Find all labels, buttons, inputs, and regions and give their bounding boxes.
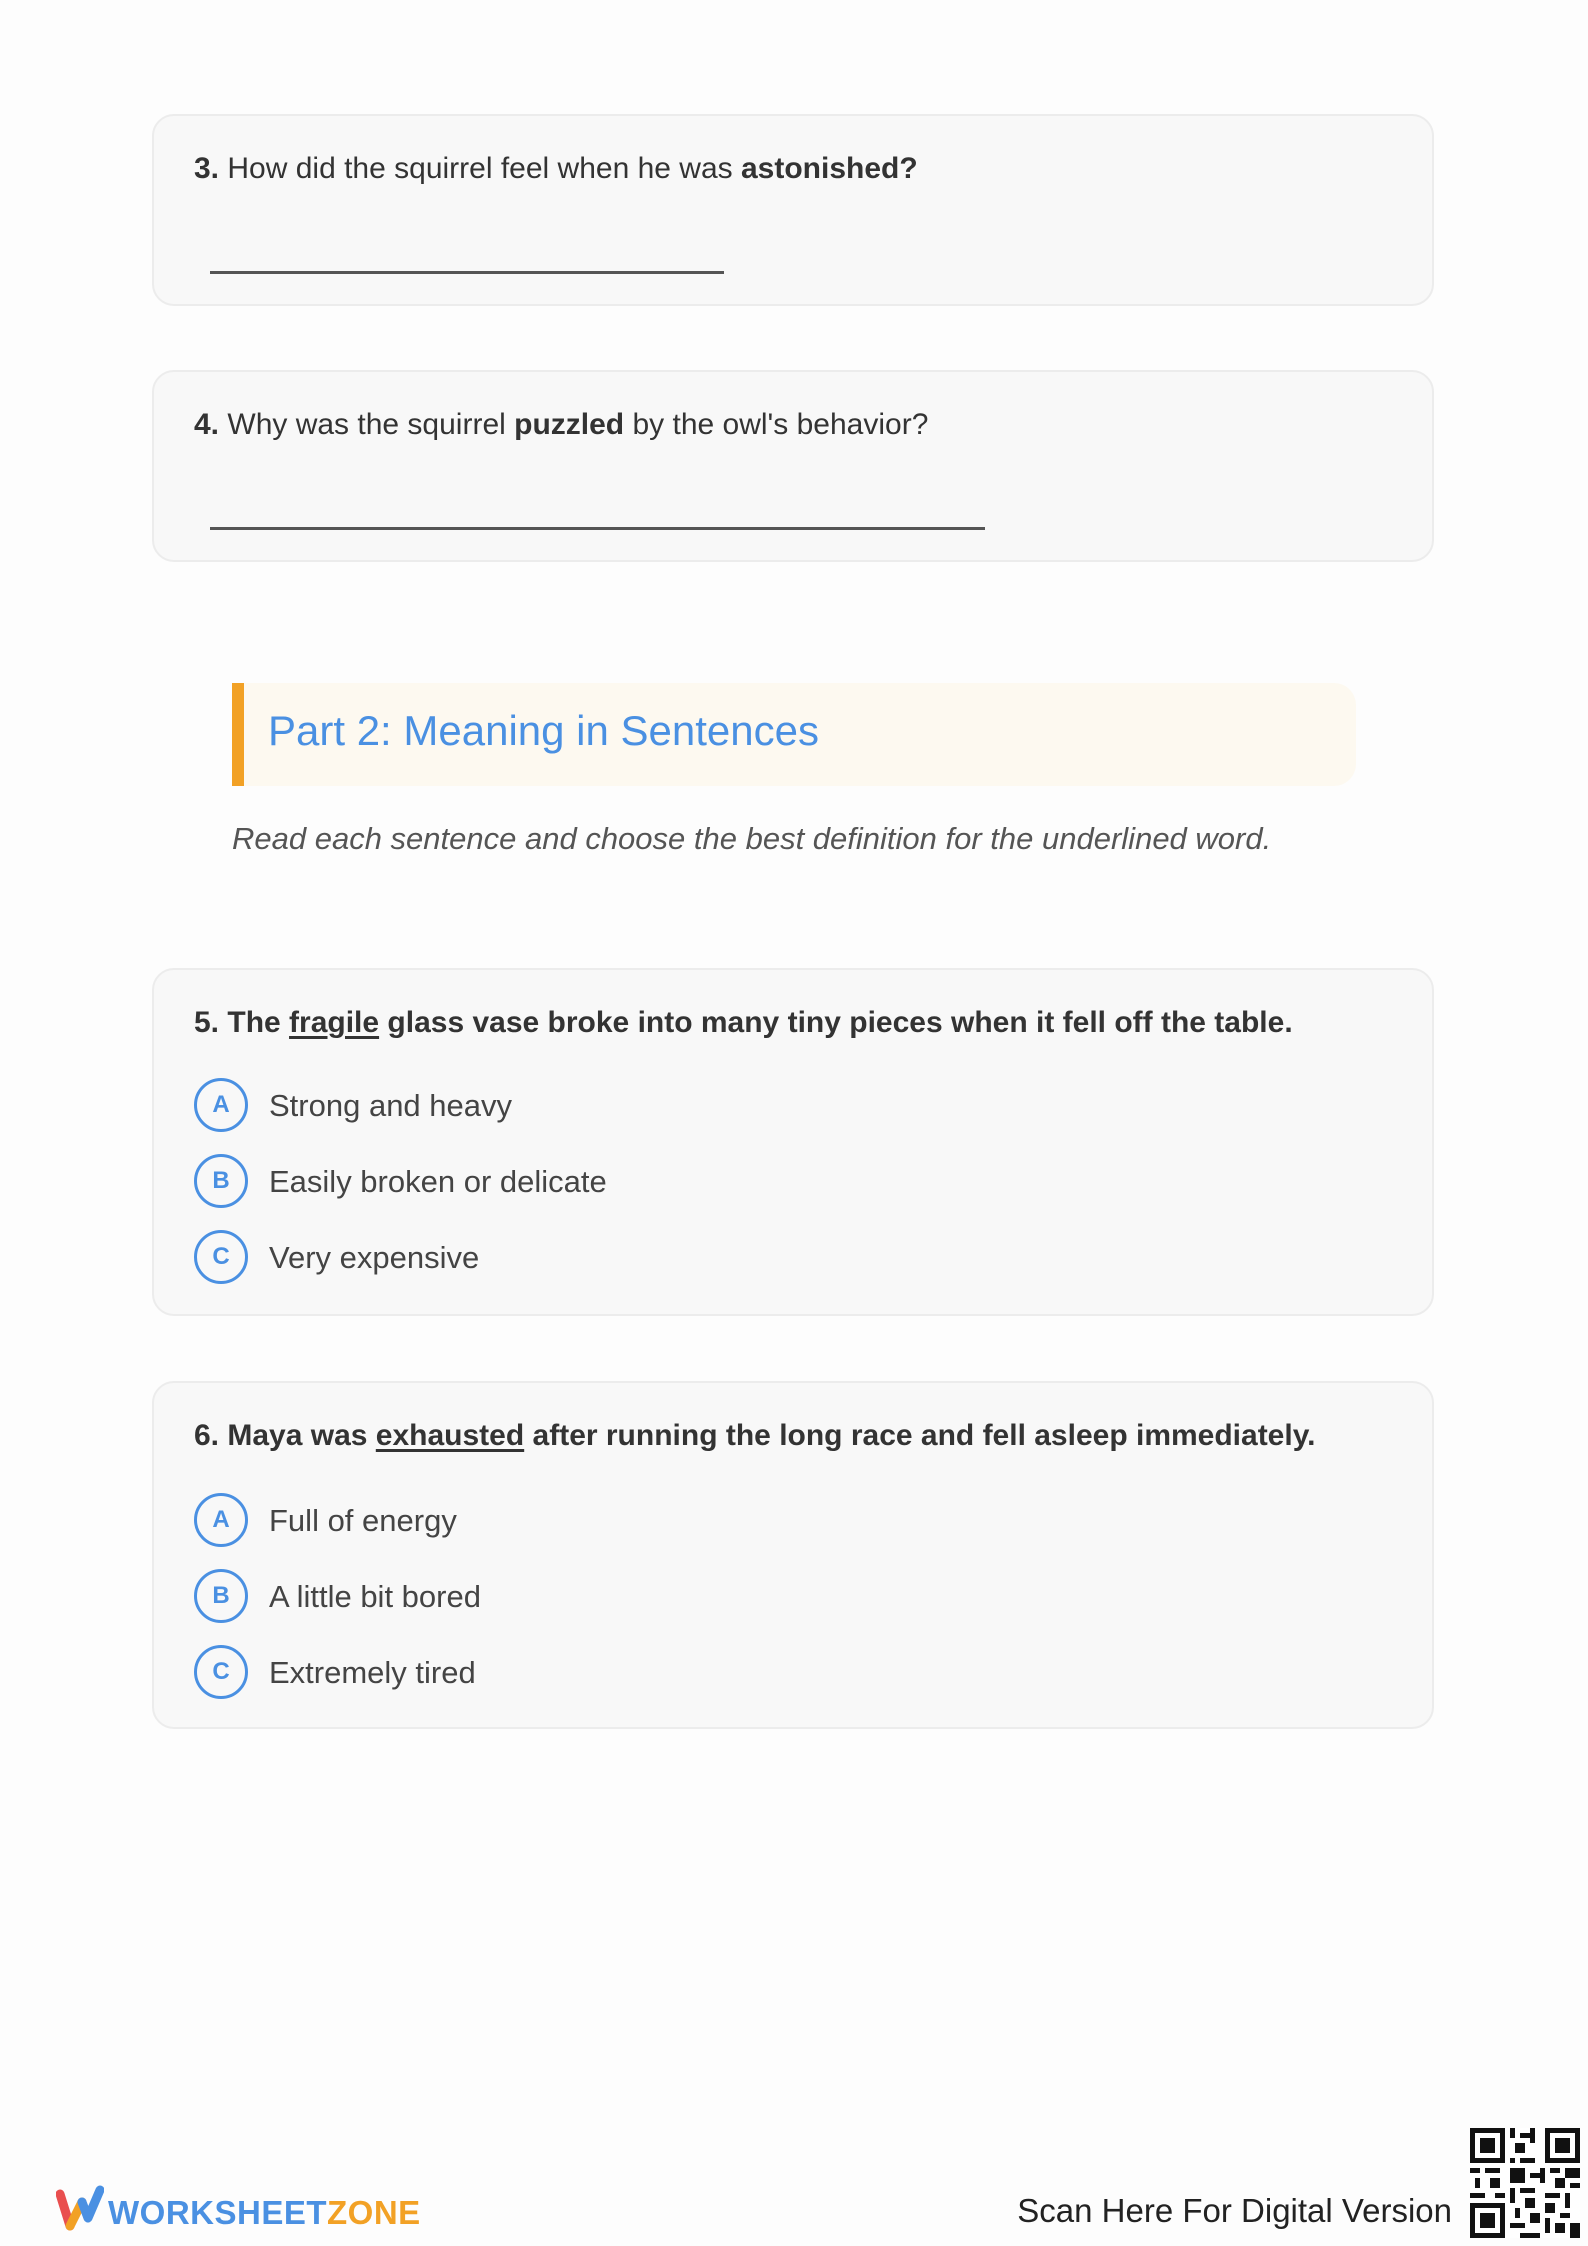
question-text-3 xyxy=(194,152,918,186)
question-card-4 xyxy=(152,370,1434,562)
option-letter-circle[interactable]: C xyxy=(194,1230,248,1284)
qr-code-icon[interactable] xyxy=(1470,2128,1580,2238)
underlined-word: fragile xyxy=(289,1006,380,1039)
underlined-word: exhausted xyxy=(375,1419,525,1452)
section-accent-bar xyxy=(232,683,244,786)
brand-part-2: ZONE xyxy=(327,2194,421,2231)
question-text-5 xyxy=(194,1006,1293,1040)
option-text: A little bit bored xyxy=(269,1579,481,1614)
option-letter-circle[interactable]: A xyxy=(194,1493,248,1547)
option-letter-circle[interactable]: A xyxy=(194,1078,248,1132)
option-letter-circle[interactable]: B xyxy=(194,1154,248,1208)
question-pre: Why was the squirrel xyxy=(227,408,515,441)
option-text: Strong and heavy xyxy=(269,1088,513,1123)
question-card-6 xyxy=(152,1381,1434,1729)
worksheetzone-logo-icon xyxy=(56,2180,104,2236)
question-text-6 xyxy=(194,1419,1316,1453)
option-text: Extremely tired xyxy=(269,1655,476,1690)
question-post: after running the long race and fell asleep immediately. xyxy=(524,1419,1316,1452)
question-number: 5. xyxy=(194,1006,220,1039)
section-header xyxy=(232,683,1356,786)
option-text: Easily broken or delicate xyxy=(269,1164,607,1199)
option-letter-circle[interactable]: C xyxy=(194,1645,248,1699)
question-card-5 xyxy=(152,968,1434,1316)
scan-text: Scan Here For Digital Version xyxy=(1017,2192,1452,2229)
question-pre: The xyxy=(227,1006,290,1039)
question-card-3 xyxy=(152,114,1434,306)
answer-line[interactable] xyxy=(210,527,985,530)
section-title: Part 2: Meaning in Sentences xyxy=(268,707,820,754)
question-post: glass vase broke into many tiny pieces when it fell off the table. xyxy=(379,1006,1293,1039)
question-keyword: puzzled xyxy=(514,408,625,441)
question-post: by the owl's behavior? xyxy=(624,408,929,441)
answer-line[interactable] xyxy=(210,271,724,274)
question-number: 3. xyxy=(194,152,220,185)
option-text: Very expensive xyxy=(269,1240,480,1275)
question-pre: How did the squirrel feel when he was xyxy=(227,152,741,185)
question-number: 6. xyxy=(194,1419,220,1452)
section-instructions: Read each sentence and choose the best definition for the underlined word. xyxy=(232,821,1272,856)
question-text-4 xyxy=(194,408,928,442)
brand-part-1: WORKSHEET xyxy=(108,2194,327,2231)
question-number: 4. xyxy=(194,408,220,441)
option-letter-circle[interactable]: B xyxy=(194,1569,248,1623)
question-post: ? xyxy=(899,152,918,185)
question-pre: Maya was xyxy=(227,1419,376,1452)
question-keyword: astonished xyxy=(740,152,900,185)
option-text: Full of energy xyxy=(269,1503,457,1538)
brand-name xyxy=(108,2194,421,2232)
